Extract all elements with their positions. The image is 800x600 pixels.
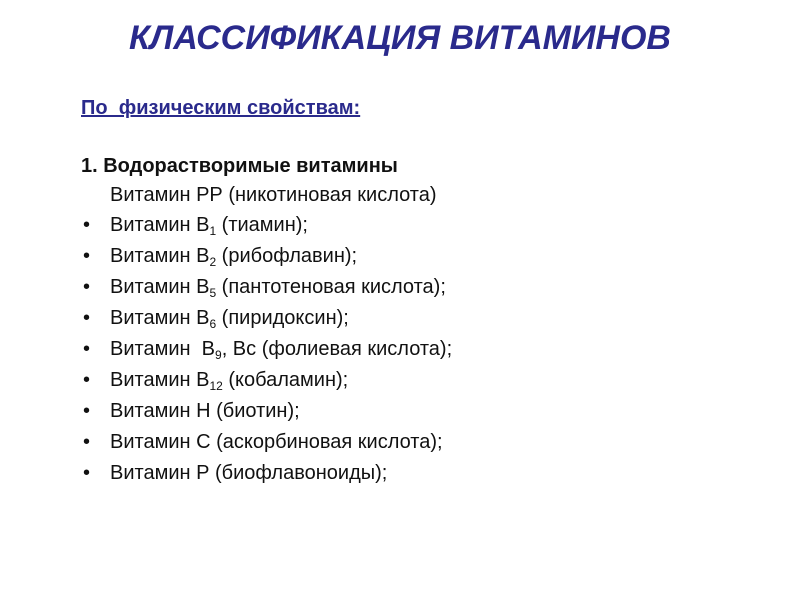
item-text-after: (рибофлавин);	[216, 245, 358, 267]
item-text: Витамин В	[110, 369, 210, 391]
item-subscript: 2	[209, 255, 217, 269]
lead-item: Витамин РР (никотиновая кислота)	[110, 184, 437, 206]
subheading: По физическим свойствам:	[81, 97, 361, 119]
category-heading: 1. Водорастворимые витамины	[81, 155, 398, 177]
bullet-icon: •	[83, 400, 91, 422]
bullet-icon: •	[83, 307, 91, 329]
vitamin-list	[81, 210, 761, 489]
item-subscript: 9	[215, 348, 222, 362]
item-text-after: (пиридоксин);	[216, 307, 349, 329]
bullet-icon: •	[83, 214, 91, 236]
bullet-icon: •	[83, 276, 91, 298]
item-text: Витамин В	[110, 214, 210, 236]
item-subscript: 6	[209, 317, 217, 331]
slide-content	[81, 94, 761, 489]
item-text-after: (кобаламин);	[222, 369, 349, 391]
item-subscript: 5	[209, 286, 217, 300]
list-item	[81, 334, 761, 365]
item-text: Витамин В	[110, 338, 215, 360]
list-item	[81, 241, 761, 272]
item-text: Витамин В	[110, 245, 210, 267]
bullet-icon: •	[83, 431, 91, 453]
list-item	[81, 272, 761, 303]
item-subscript: 1	[209, 224, 217, 238]
item-text: Витамин Р (биофлавоноиды);	[110, 462, 388, 484]
item-text-after: , Вс (фолиевая кислота);	[221, 338, 453, 360]
list-item	[81, 396, 761, 427]
item-text-after: (тиамин);	[216, 214, 308, 236]
list-item	[81, 303, 761, 334]
list-item	[81, 365, 761, 396]
item-text: Витамин Н (биотин);	[110, 400, 300, 422]
item-subscript: 12	[209, 379, 223, 393]
slide-title: КЛАССИФИКАЦИЯ ВИТАМИНОВ	[129, 19, 671, 57]
item-text: Витамин С (аскорбиновая кислота);	[110, 431, 443, 453]
list-item	[81, 458, 761, 489]
list-item	[81, 427, 761, 458]
item-text: Витамин В	[110, 307, 210, 329]
bullet-icon: •	[83, 369, 91, 391]
list-item	[81, 210, 761, 241]
item-text: Витамин В	[110, 276, 210, 298]
item-text-after: (пантотеновая кислота);	[216, 276, 446, 298]
bullet-icon: •	[83, 245, 91, 267]
bullet-icon: •	[83, 338, 91, 360]
bullet-icon: •	[83, 462, 91, 484]
